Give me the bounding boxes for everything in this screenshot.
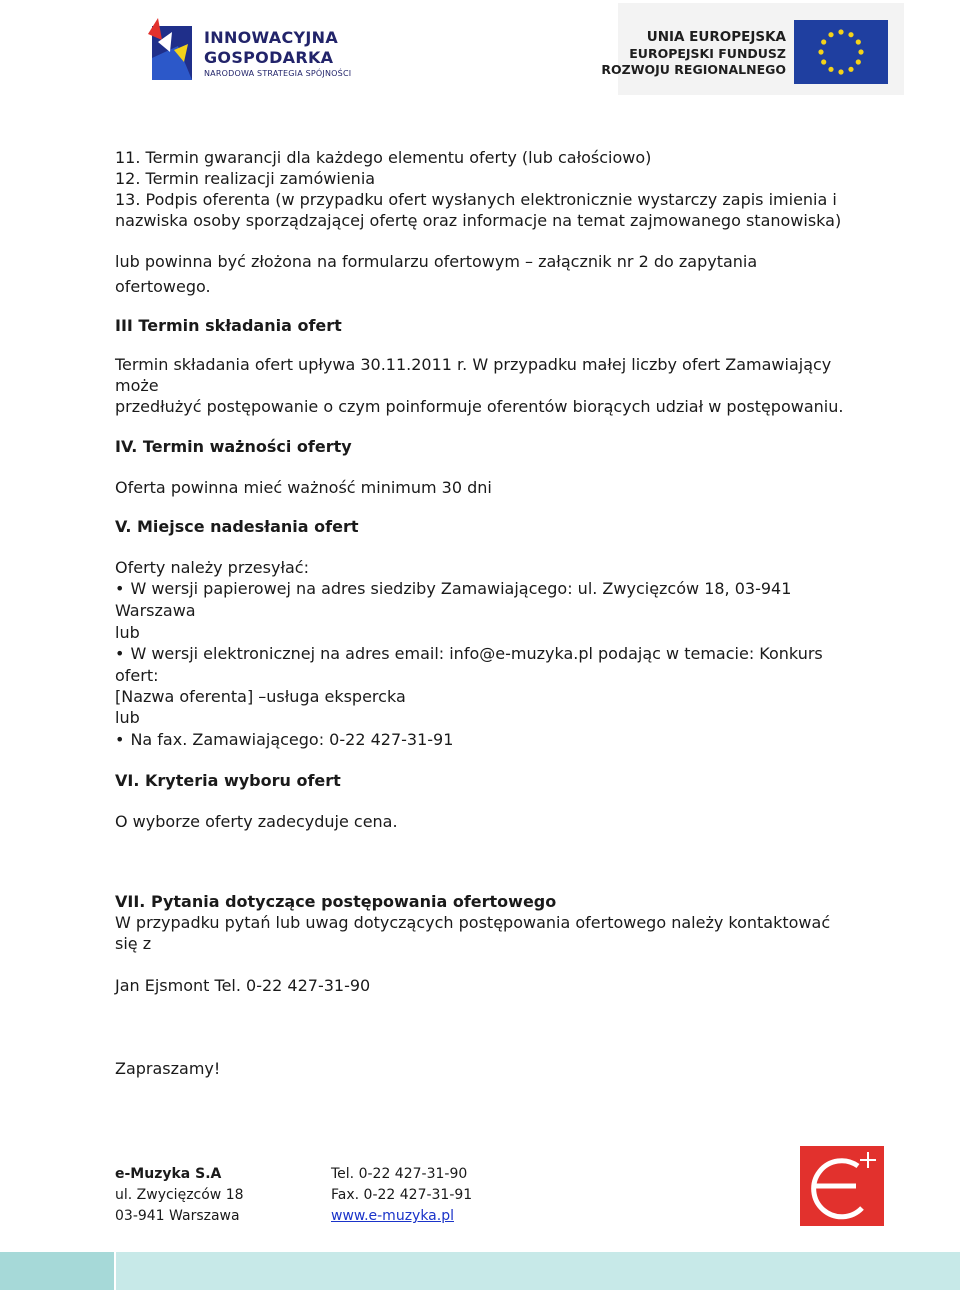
section-5-bullet2-line1: • W wersji elektronicznej na adres email: info@e-muzyka.pl podając w temacie: Konkurs bbox=[115, 643, 823, 664]
item-13-line4: ofertowego. bbox=[115, 277, 211, 296]
section-6-heading: VI. Kryteria wyboru ofert bbox=[115, 771, 341, 790]
footer-website-link[interactable]: www.e-muzyka.pl bbox=[331, 1208, 454, 1224]
innowacyjna-gospodarka-logo bbox=[148, 14, 388, 86]
footer-band-accent bbox=[0, 1252, 114, 1290]
section-7-contact: Jan Ejsmont Tel. 0-22 427-31-90 bbox=[115, 976, 371, 995]
eu-line2: EUROPEJSKI FUNDUSZ bbox=[629, 46, 786, 61]
eu-line1: UNIA EUROPEJSKA bbox=[646, 29, 786, 45]
section-6-line1: O wyborze oferty zadecyduje cena. bbox=[115, 812, 398, 831]
item-13-line3: lub powinna być złożona na formularzu ofertowym – załącznik nr 2 do zapytania bbox=[115, 252, 758, 271]
closing-text: Zapraszamy! bbox=[115, 1059, 221, 1078]
ig-title-line1: INNOWACYJNA bbox=[204, 28, 339, 47]
ig-subtitle: NARODOWA STRATEGIA SPÓJNOŚCI bbox=[204, 69, 352, 78]
item-13-line2: nazwiska osoby sporządzającej ofertę oraz informacje na temat zajmowanego stanowiska) bbox=[115, 211, 842, 230]
section-3-line2: może bbox=[115, 376, 159, 395]
e-muzyka-logo-icon bbox=[800, 1146, 884, 1226]
section-7-heading: VII. Pytania dotyczące postępowania ofertowego bbox=[115, 892, 557, 911]
ig-title-line2: GOSPODARKA bbox=[204, 48, 334, 67]
section-5-bullet1-line2: Warszawa bbox=[115, 601, 196, 620]
footer-street: ul. Zwycięzców 18 bbox=[115, 1187, 244, 1203]
section-5-intro: Oferty należy przesyłać: bbox=[115, 558, 309, 577]
section-3-line1: Termin składania ofert upływa 30.11.2011 r. W przypadku małej liczby ofert Zamawiający bbox=[115, 355, 832, 374]
section-7-line1: W przypadku pytań lub uwag dotyczących postępowania ofertowego należy kontaktować bbox=[115, 913, 831, 932]
section-7-line2: się z bbox=[115, 934, 152, 953]
section-5-bullet3: • Na fax. Zamawiającego: 0-22 427-31-91 bbox=[115, 729, 453, 750]
section-3-line3: przedłużyć postępowanie o czym poinformuje oferentów biorących udział w postępowaniu. bbox=[115, 397, 844, 416]
section-4-heading: IV. Termin ważności oferty bbox=[115, 437, 352, 456]
eu-fund-logo bbox=[601, 3, 904, 95]
section-5-or1: lub bbox=[115, 623, 140, 642]
section-5-bullet2-line3: [Nazwa oferenta] –usługa ekspercka bbox=[115, 687, 406, 706]
item-12: 12. Termin realizacji zamówienia bbox=[115, 169, 376, 188]
section-5-or2: lub bbox=[115, 708, 140, 727]
footer-band-divider bbox=[114, 1252, 116, 1290]
footer-band bbox=[0, 1252, 960, 1290]
section-3-heading: III Termin składania ofert bbox=[115, 316, 342, 335]
section-5-bullet1-line1: • W wersji papierowej na adres siedziby Zamawiającego: ul. Zwycięzców 18, 03-941 bbox=[115, 578, 791, 599]
section-5-heading: V. Miejsce nadesłania ofert bbox=[115, 517, 359, 536]
item-11: 11. Termin gwarancji dla każdego elementu oferty (lub całościowo) bbox=[115, 148, 652, 167]
footer-fax: Fax. 0-22 427-31-91 bbox=[331, 1187, 473, 1203]
ig-emblem-icon bbox=[148, 18, 198, 82]
footer-city: 03-941 Warszawa bbox=[115, 1208, 240, 1224]
item-13-line1: 13. Podpis oferenta (w przypadku ofert wysłanych elektronicznie wystarczy zapis imienia i bbox=[115, 190, 837, 209]
footer-tel: Tel. 0-22 427-31-90 bbox=[331, 1166, 468, 1182]
section-4-line1: Oferta powinna mieć ważność minimum 30 dni bbox=[115, 478, 492, 497]
section-5-bullet2-line2: ofert: bbox=[115, 666, 159, 685]
footer-company: e-Muzyka S.A bbox=[115, 1166, 222, 1182]
eu-flag-icon bbox=[794, 20, 888, 84]
eu-line3: ROZWOJU REGIONALNEGO bbox=[601, 62, 786, 77]
